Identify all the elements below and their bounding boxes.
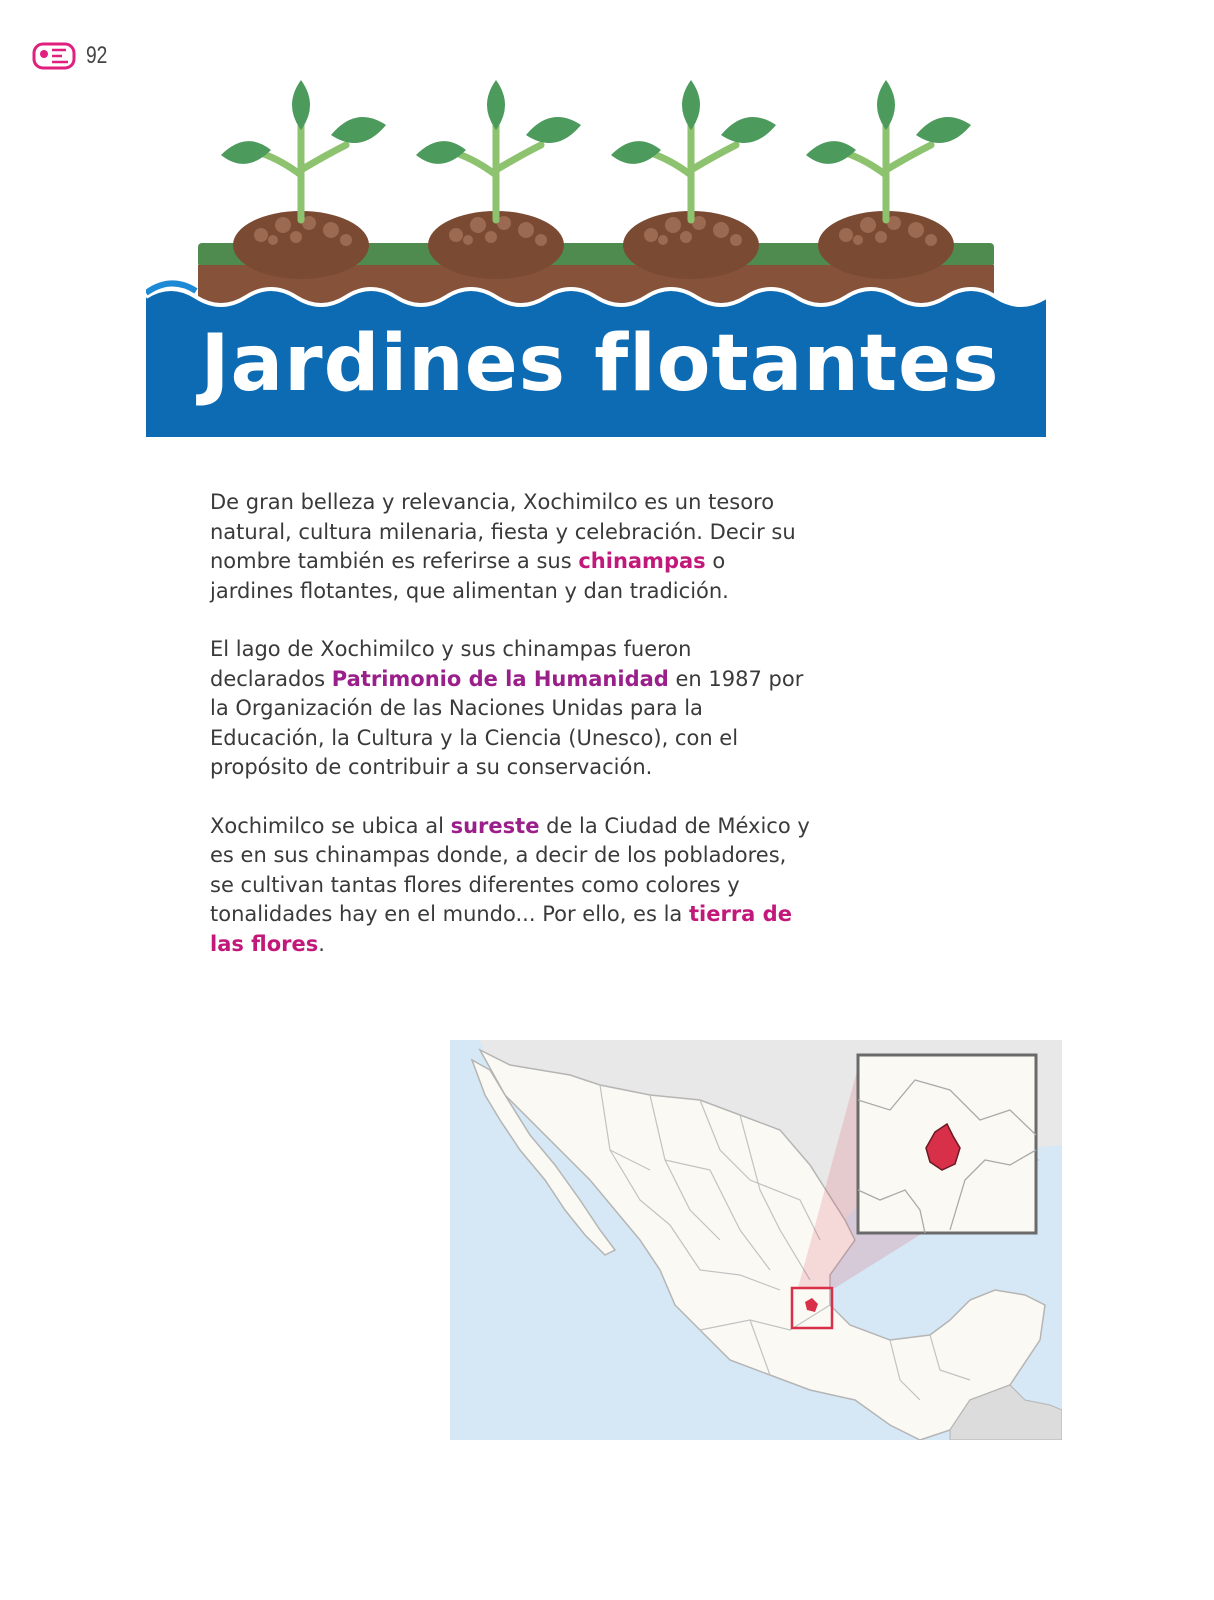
seedling-icon <box>416 80 581 279</box>
page-number: 92 <box>86 42 108 69</box>
seedling-icon <box>806 80 971 279</box>
text-run: El lago de Xochimilco y sus chinampas fueron declarados <box>210 637 692 691</box>
paragraph-3 <box>210 812 810 960</box>
text-run: . <box>318 931 325 956</box>
text-run: en 1987 por la Organización de las Naciones Unidas para la Educación, la Cultura y la Ciencia (Unesco), con el propósito de contribuir a su conservación. <box>210 666 804 779</box>
text-run: De gran belleza y relevancia, Xochimilco es un tesoro natural, cultura milenaria, fiesta y celebración. Decir su nombre también es referirse a sus <box>210 490 796 573</box>
seedling-icon <box>611 80 776 279</box>
highlight-term: chinampas <box>578 549 706 573</box>
paragraph-1 <box>210 488 810 606</box>
text-run: de la Ciudad de México y es en sus chinampas donde, a decir de los pobladores, se cultivan tantas flores diferentes como colores y tonalidades hay en el mundo... Por ello, es la <box>210 813 810 926</box>
text-run: o jardines flotantes, que alimentan y dan tradición. <box>210 549 729 603</box>
highlight-term: tierra de las flores <box>210 902 792 956</box>
mexico-map-icon <box>450 1040 1062 1440</box>
page-title: Jardines flotantes <box>200 319 1000 409</box>
paragraph-2 <box>210 635 810 783</box>
article-body <box>210 488 810 988</box>
seedling-icon <box>221 80 386 279</box>
highlight-term: sureste <box>450 813 540 838</box>
glyph-logo-icon <box>32 40 76 72</box>
highlight-term: Patrimonio de la Humanidad <box>331 666 669 691</box>
text-run: Xochimilco se ubica al <box>210 813 451 838</box>
